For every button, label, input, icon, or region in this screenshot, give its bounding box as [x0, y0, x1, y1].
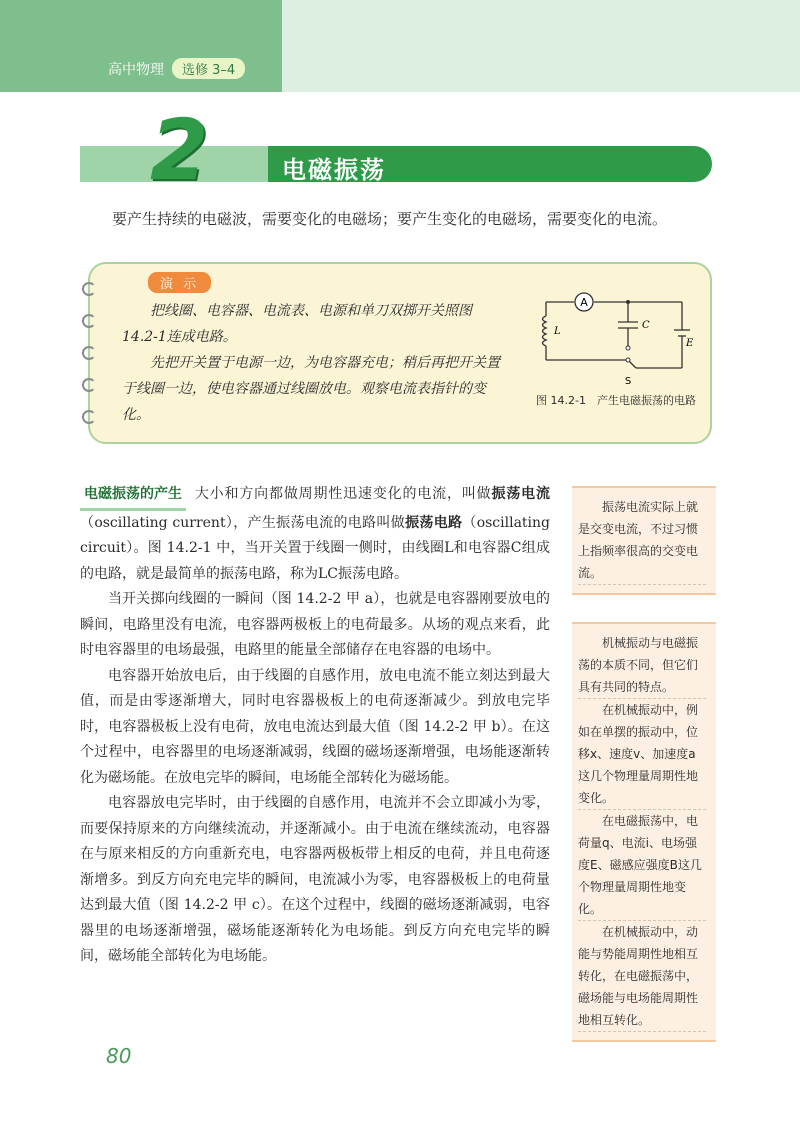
running-head: [108, 58, 245, 79]
section-number: 2: [150, 101, 209, 199]
demo-paragraph: 先把开关置于电源一边，为电容器充电；稍后再把开关置于线圈一边，使电容器通过线圈放电。观察电流表指针的变化。: [122, 355, 500, 423]
inductor-label: L: [554, 326, 561, 337]
capacitor-label: C: [642, 320, 650, 331]
lc-circuit-diagram: [532, 288, 702, 388]
intro-paragraph: 要产生持续的电磁波，需要变化的电磁场；要产生变化的电磁场，需要变化的电流。: [112, 210, 668, 228]
switch-label: S: [624, 376, 632, 387]
note-paragraph: 机械振动与电磁振荡的本质不同，但它们具有共同的特点。: [578, 632, 706, 699]
binder-ring-icon: [82, 282, 96, 296]
main-text: [80, 482, 550, 970]
subheading: 电磁振荡的产生: [80, 482, 186, 511]
running-subject: 高中物理: [108, 61, 164, 78]
binder-ring-icon: [82, 346, 96, 360]
text-run: （oscillating current），产生振荡电流的电路叫做: [80, 514, 406, 531]
text-run: 大小和方向都做周期性迅速变化的电流，叫做: [194, 486, 492, 502]
running-course-pill: 选修 3–4: [172, 58, 245, 79]
main-paragraph: [80, 482, 550, 587]
binder-ring-icon: [82, 410, 96, 424]
main-paragraph: 电容器放电完毕时，由于线圈的自感作用，电流并不会立即减小为零，而要保持原来的方向继续流动，并逐渐减小。由于电流在继续流动，电容器在与原来相反的方向重新充电，电容器两极板带上相反的电荷，并且电荷逐渐增多。到反方向充电完毕的瞬间，电流减小为零，电容器极板上的电荷量达到最大值（图 14.2-2 甲 c）。在这个过程中，线圈的磁场逐渐减弱，电容器里的电场逐渐增强，磁场能逐渐转化为电场能。到反方向充电完毕的瞬间，磁场能全部转化为电场能。: [80, 795, 550, 964]
note-paragraph: 振荡电流实际上就是交变电流，不过习惯上指频率很高的交变电流。: [578, 496, 706, 585]
note-paragraph: 在机械振动中，例如在单摆的振动中，位移x、速度v、加速度a这几个物理量周期性地变化。: [578, 699, 706, 810]
section-title: 电磁振荡: [282, 155, 386, 184]
page-number: 80: [106, 1044, 132, 1068]
demo-text: [122, 298, 506, 428]
ammeter-label: A: [580, 296, 588, 309]
margin-note: [572, 622, 716, 1042]
binder-ring-icon: [82, 378, 96, 392]
term: 振荡电路: [405, 514, 463, 531]
margin-note: [572, 486, 716, 595]
demo-tag: 演 示: [148, 272, 211, 293]
binder-ring-icon: [82, 314, 96, 328]
main-paragraph: 电容器开始放电后，由于线圈的自感作用，放电电流不能立刻达到最大值，而是由零逐渐增大，同时电容器极板上的电荷逐渐减少。到放电完毕时，电容器极板上没有电荷，放电电流达到最大值（图 14.2-2 甲 b）。在这个过程中，电容器里的电场逐渐减弱，线圈的磁场逐渐增强，电场能逐渐转化为磁场能。在放电完毕的瞬间，电场能全部转化为磁场能。: [80, 667, 550, 786]
note-paragraph: 在电磁振荡中，电荷量q、电流i、电场强度E、磁感应强度B这几个物理量周期性地变化。: [578, 810, 706, 921]
text-run: （oscillating circuit）。图 14.2-1 中，当开关置于线圈一侧时，由线圈L和电容器C组成的电路，就是最简单的振荡电路，称为LC振荡电路。: [80, 514, 551, 582]
main-paragraph: 当开关掷向线圈的一瞬间（图 14.2-2 甲 a），也就是电容器刚要放电的瞬间，电路里没有电流，电容器两极板上的电荷最多。从场的观点来看，此时电容器里的电场最强，电路里的能量全部储存在电容器的电场中。: [80, 591, 550, 658]
demo-paragraph: 把线圈、电容器、电流表、电源和单刀双掷开关照图14.2-1连成电路。: [122, 303, 472, 345]
figure-caption: 图 14.2-1 产生电磁振荡的电路: [536, 394, 696, 407]
note-paragraph: 在机械振动中，动能与势能周期性地相互转化，在电磁振荡中，磁场能与电场能周期性地相互转化。: [578, 921, 706, 1032]
term: 振荡电流: [491, 486, 550, 502]
source-label: E: [686, 338, 694, 349]
header-band-light: [282, 0, 800, 92]
